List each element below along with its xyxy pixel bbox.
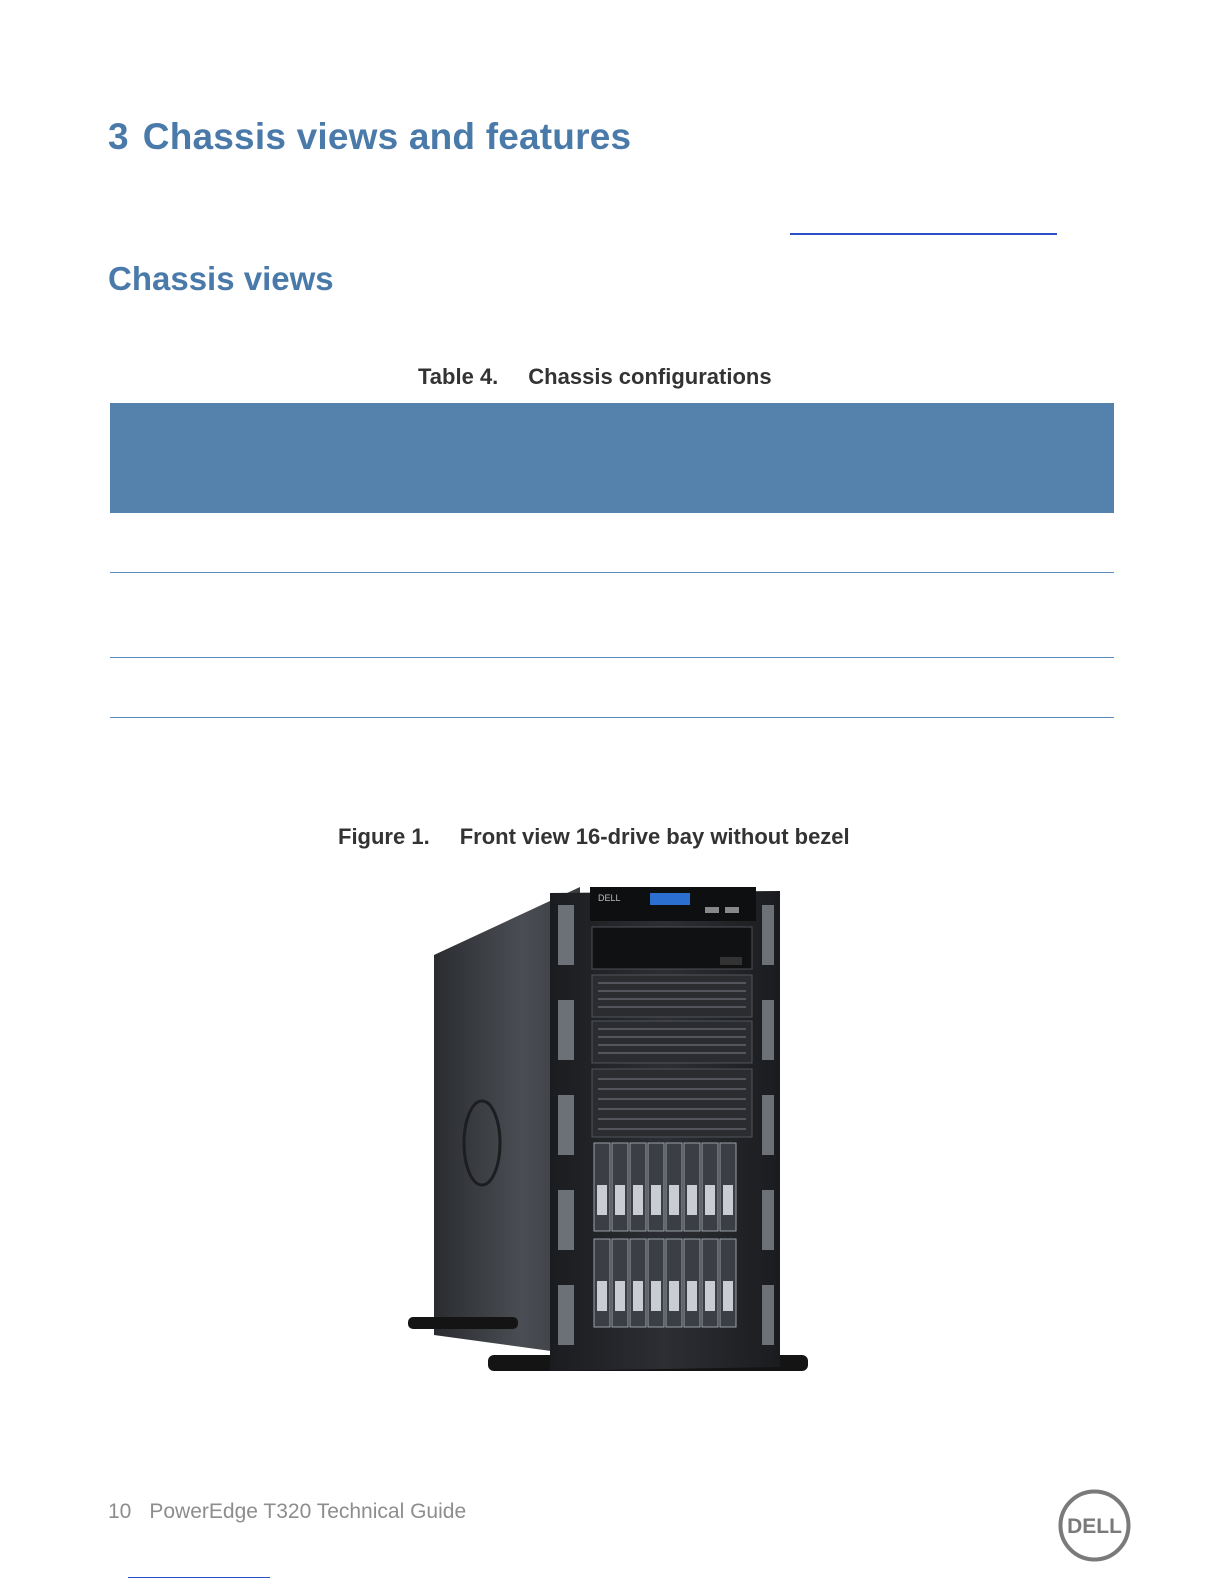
section-number: 3: [108, 116, 129, 157]
section-heading: [108, 116, 631, 158]
table-label: Table 4.: [418, 364, 499, 389]
dell-logo-text: DELL: [1067, 1515, 1122, 1538]
dell-logo: [1057, 1488, 1132, 1563]
hyperlink-underline[interactable]: [790, 233, 1057, 235]
figure-label: Figure 1.: [338, 824, 430, 849]
document-title: PowerEdge T320 Technical Guide: [149, 1500, 467, 1523]
table-row-divider: [110, 572, 1114, 573]
section-title: Chassis views and features: [142, 116, 632, 157]
footer-link-underline[interactable]: [128, 1577, 270, 1578]
page-footer: [108, 1500, 466, 1524]
subsection-heading: Chassis views: [108, 260, 334, 297]
server-tower-image: [400, 885, 830, 1415]
page-number: 10: [108, 1500, 132, 1523]
svg-text:DELL: DELL: [598, 893, 621, 903]
figure-title: Front view 16-drive bay without bezel: [459, 824, 850, 849]
table-row-divider: [110, 657, 1114, 658]
table-title: Chassis configurations: [528, 364, 772, 389]
table-bottom-rule: [110, 717, 1114, 718]
table-caption: [418, 364, 772, 390]
figure-caption: [338, 824, 850, 850]
table-header-row: [110, 403, 1114, 513]
